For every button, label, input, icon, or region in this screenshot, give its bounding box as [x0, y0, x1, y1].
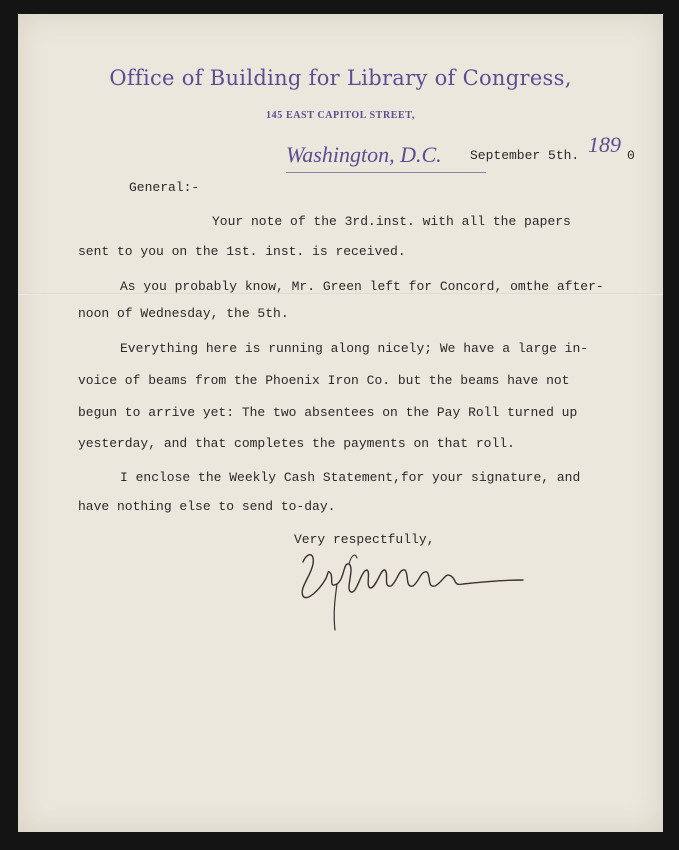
date-year-digit: 0: [627, 148, 635, 163]
place-underline: [286, 172, 486, 173]
letter-line: I enclose the Weekly Cash Statement,for your signature, and: [120, 470, 581, 485]
letter-line: Your note of the 3rd.inst. with all the papers: [212, 214, 571, 229]
date-year-prefix: 189: [588, 132, 621, 157]
letter-line: yesterday, and that completes the payments on that roll.: [78, 436, 515, 451]
letter-line: voice of beams from the Phoenix Iron Co. but the beams have not: [78, 373, 570, 388]
letter-line: sent to you on the 1st. inst. is received.: [78, 244, 406, 259]
closing: Very respectfully,: [294, 532, 435, 547]
letter-line: begun to arrive yet: The two absentees on the Pay Roll turned up: [78, 405, 578, 420]
letterhead-address: 145 EAST CAPITOL STREET,: [266, 110, 415, 121]
letter-line: noon of Wednesday, the 5th.: [78, 306, 289, 321]
letter-sheet: [18, 14, 663, 832]
letter-line: have nothing else to send to-day.: [78, 499, 336, 514]
letter-line: Everything here is running along nicely; We have a large in-: [120, 341, 589, 356]
letterhead-title: Office of Building for Library of Congress,: [109, 66, 572, 90]
place-handwritten: Washington, D.C.: [286, 142, 442, 167]
date-month-day: September 5th.: [470, 148, 580, 163]
salutation: General:-: [129, 180, 200, 195]
signature: [285, 540, 535, 635]
letter-line: As you probably know, Mr. Green left for Concord, omthe after-: [120, 279, 604, 294]
